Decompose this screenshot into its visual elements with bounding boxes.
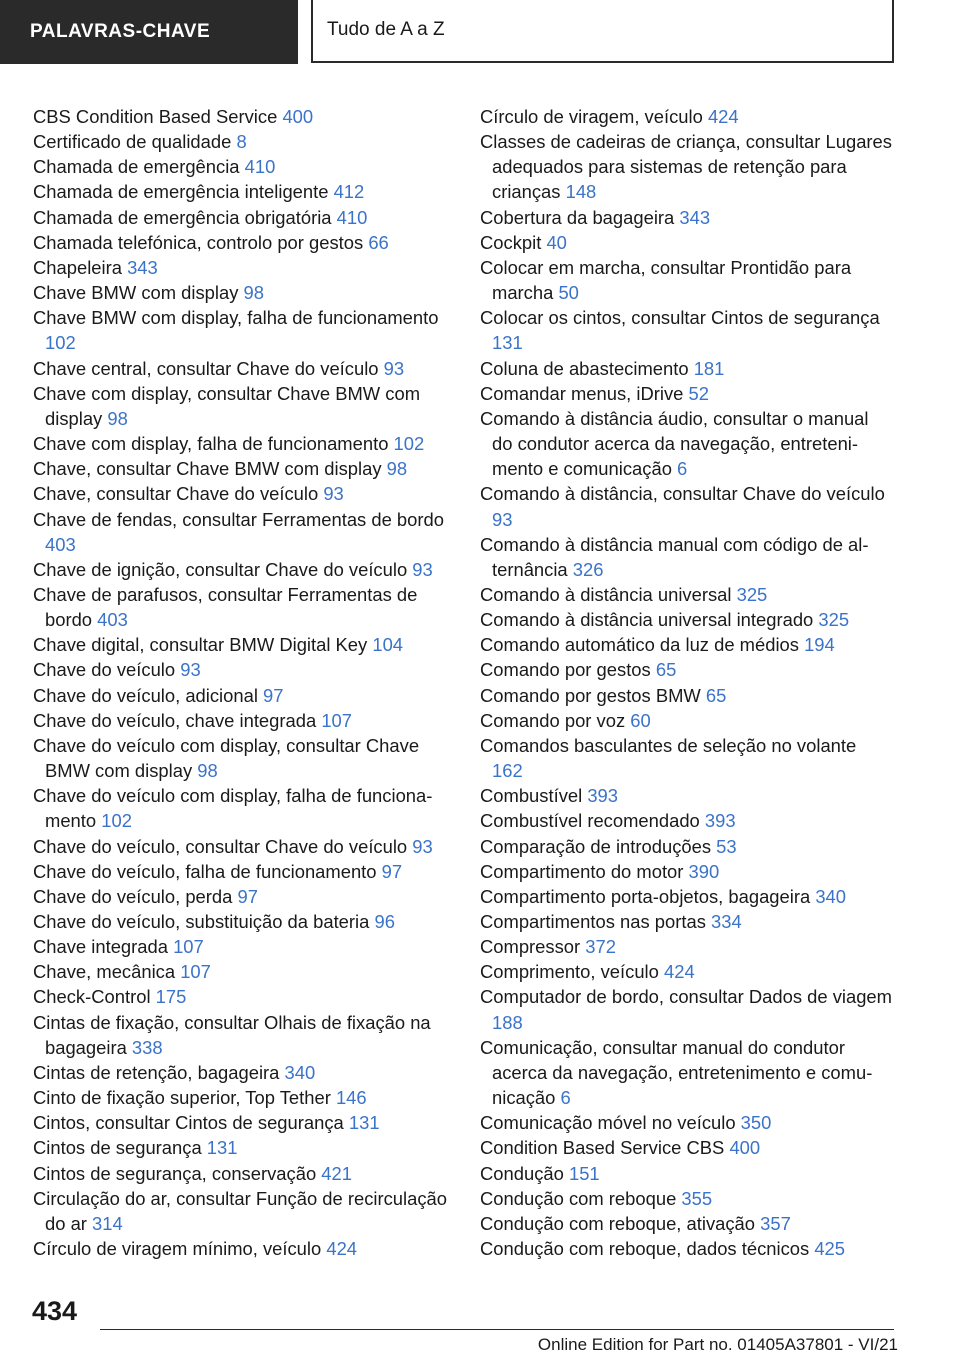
page-reference-link[interactable]: 131	[206, 1137, 238, 1159]
entry-term: Chave do veículo, perda	[33, 885, 238, 907]
page-reference-link[interactable]: 338	[131, 1036, 163, 1058]
page-reference-link[interactable]: 97	[381, 860, 403, 882]
entry-term: Chave de parafusos, consultar Ferramentas de bordo	[33, 583, 418, 631]
entry-term: CBS Condition Based Service	[33, 106, 283, 127]
entry-term: Condução	[480, 1162, 569, 1184]
index-entry	[480, 607, 892, 632]
index-entry	[480, 1135, 892, 1160]
index-entry	[33, 884, 448, 909]
page-reference-link[interactable]: 350	[740, 1112, 772, 1134]
page-reference-link[interactable]: 424	[707, 106, 739, 127]
index-entry	[33, 934, 448, 959]
index-entry	[33, 708, 448, 733]
index-entry	[33, 984, 448, 1009]
index-entry	[33, 733, 448, 783]
entry-term: Comando por gestos BMW	[480, 684, 706, 706]
entry-term: Cobertura da bagageira	[480, 206, 680, 228]
entry-term: Comando à distância universal	[480, 583, 737, 605]
index-entry	[33, 834, 448, 859]
entry-term: Chave digital, consultar BMW Digital Key	[33, 634, 373, 656]
index-entry	[33, 632, 448, 657]
page-reference-link[interactable]: 340	[815, 885, 846, 907]
entry-term: Chave com display, consultar Chave BMW com display	[33, 382, 421, 429]
index-entry	[33, 230, 448, 255]
index-entry	[480, 632, 892, 657]
index-entry	[33, 657, 448, 682]
index-entry	[480, 783, 892, 808]
entry-term: Compartimentos nas portas	[480, 911, 712, 932]
entry-term: Comando à distância manual com código de alternância	[480, 533, 869, 580]
footer-divider	[100, 1329, 894, 1330]
entry-term: Chave do veículo com display, consultar Chave BMW com display	[33, 734, 420, 782]
page-header	[0, 0, 960, 66]
page-reference-link[interactable]: 410	[336, 206, 368, 228]
entry-term: Cintos de segurança	[33, 1137, 207, 1159]
index-entry	[480, 481, 892, 531]
entry-term: Círculo de viragem mínimo, veículo	[33, 1238, 327, 1260]
entry-term: Condução com reboque	[480, 1187, 682, 1209]
page-reference-link[interactable]: 98	[197, 760, 218, 782]
index-entry	[33, 909, 448, 934]
page-reference-link[interactable]: 52	[688, 382, 709, 404]
index-entry	[480, 255, 892, 305]
page-reference-link[interactable]: 314	[92, 1212, 123, 1234]
page-reference-link[interactable]: 393	[587, 785, 619, 807]
page-reference-link[interactable]: 131	[492, 332, 523, 354]
index-entry	[480, 205, 892, 230]
index-entry	[33, 1060, 448, 1085]
index-entry	[33, 154, 448, 179]
page-reference-link[interactable]: 148	[565, 181, 597, 203]
entry-term: Chave do veículo com display, falha de funcionamento	[33, 785, 433, 832]
page-reference-link[interactable]: 403	[45, 533, 76, 555]
entry-term: Chave, consultar Chave BMW com display	[33, 458, 387, 480]
page-reference-link[interactable]: 40	[546, 231, 567, 253]
edition-text: Online Edition for Part no. 01405A37801 - VI/21	[537, 1335, 898, 1354]
entry-term: Comprimento, veículo	[480, 961, 664, 983]
page-reference-link[interactable]: 102	[393, 433, 425, 455]
entry-term: Chave do veículo, consultar Chave do veículo	[33, 835, 413, 857]
page-reference-link[interactable]: 175	[155, 986, 187, 1008]
index-entry	[480, 1186, 892, 1211]
page-reference-link[interactable]: 107	[321, 709, 352, 731]
entry-term: Chave de ignição, consultar Chave do veículo	[33, 558, 413, 580]
entry-term: Cinto de fixação superior, Top Tether	[33, 1087, 336, 1109]
page-reference-link[interactable]: 424	[663, 961, 695, 983]
index-entry	[33, 1186, 448, 1236]
page-reference-link[interactable]: 194	[804, 634, 835, 656]
page-reference-link[interactable]: 372	[585, 936, 616, 958]
index-entry	[33, 356, 448, 381]
page-reference-link[interactable]: 93	[383, 357, 405, 379]
index-entry	[33, 1010, 448, 1060]
entry-term: Chave do veículo, adicional	[33, 684, 264, 706]
page-reference-link[interactable]: 97	[237, 885, 258, 907]
page-reference-link[interactable]: 8	[236, 131, 247, 153]
index-entry	[480, 683, 892, 708]
page-reference-link[interactable]: 93	[412, 835, 433, 857]
index-entry	[480, 1211, 892, 1236]
entry-term: Chamada de emergência obrigatória	[33, 206, 337, 228]
index-entry	[480, 884, 892, 909]
page-reference-link[interactable]: 425	[814, 1238, 845, 1260]
index-column-left	[33, 104, 448, 1261]
page-reference-link[interactable]: 6	[677, 458, 688, 480]
entry-term: Comando por voz	[480, 709, 631, 731]
entry-term: Computador de bordo, consultar Dados de viagem	[480, 986, 892, 1008]
index-entry	[33, 783, 448, 833]
entry-term: Chave do veículo, substituição da bateria	[33, 911, 375, 932]
entry-term: Condução com reboque, ativação	[480, 1212, 761, 1234]
index-entry	[33, 507, 448, 557]
entry-term: Chave, consultar Chave do veículo	[33, 483, 324, 505]
index-entry	[33, 1085, 448, 1110]
index-entry	[33, 557, 448, 582]
index-entry	[480, 909, 892, 934]
index-entry	[33, 582, 448, 632]
entry-term: Comunicação móvel no veículo	[480, 1112, 741, 1134]
entry-term: Chave BMW com display	[33, 282, 244, 304]
page-reference-link[interactable]: 60	[630, 709, 651, 731]
page-reference-link[interactable]: 412	[333, 181, 365, 203]
page-reference-link[interactable]: 400	[729, 1137, 761, 1159]
entry-term: Chave central, consultar Chave do veículo	[33, 357, 384, 379]
page-reference-link[interactable]: 102	[45, 332, 76, 354]
index-entry	[33, 1110, 448, 1135]
index-entry	[480, 657, 892, 682]
page-reference-link[interactable]: 400	[282, 106, 314, 127]
index-entry	[480, 532, 892, 582]
page-reference-link[interactable]: 343	[127, 256, 158, 278]
index-entry	[480, 129, 892, 204]
index-entry	[33, 129, 448, 154]
entry-term: Condução com reboque, dados técnicos	[480, 1238, 815, 1260]
entry-term: Comparação de introduções	[480, 835, 717, 857]
page-reference-link[interactable]: 424	[326, 1238, 358, 1260]
entry-term: Chamada telefónica, controlo por gestos	[33, 231, 369, 253]
index-entry	[33, 683, 448, 708]
entry-term: Chave BMW com display, falha de funcionamento	[33, 307, 439, 329]
index-entry	[33, 280, 448, 305]
section-tab: PALAVRAS-CHAVE	[0, 0, 298, 64]
index-entry	[33, 1135, 448, 1160]
index-entry	[480, 406, 892, 481]
entry-term: Chamada de emergência inteligente	[33, 181, 334, 203]
index-entry	[480, 1035, 892, 1110]
entry-term: Chamada de emergência	[33, 156, 245, 178]
entry-term: Combustível recomendado	[480, 810, 705, 832]
entry-term: Chave com display, falha de funcionamento	[33, 433, 394, 455]
index-column-right	[480, 104, 892, 1261]
entry-term: Cintos, consultar Cintos de segurança	[33, 1112, 349, 1134]
page-reference-link[interactable]: 102	[101, 810, 132, 832]
page-reference-link[interactable]: 181	[693, 357, 725, 379]
index-entry	[480, 733, 892, 783]
index-entry	[33, 1161, 448, 1186]
page-reference-link[interactable]: 390	[688, 860, 720, 882]
entry-term: Comunicação, consultar manual do condutor acerca da navegação, entretenimento e comunicação	[480, 1036, 873, 1109]
page-reference-link[interactable]: 97	[263, 684, 284, 706]
index-entry	[33, 104, 448, 129]
entry-term: Círculo de viragem, veículo	[480, 106, 708, 127]
index-entry	[33, 305, 448, 355]
entry-term: Combustível	[480, 785, 588, 807]
entry-term: Cockpit	[480, 231, 547, 253]
page-reference-link[interactable]: 96	[374, 911, 395, 932]
page-reference-link[interactable]: 188	[492, 1011, 523, 1033]
index-entry	[480, 230, 892, 255]
page-reference-link[interactable]: 340	[284, 1061, 316, 1083]
index-entry	[480, 708, 892, 733]
page-reference-link[interactable]: 98	[107, 407, 128, 429]
index-entry	[480, 808, 892, 833]
entry-term: Chave do veículo	[33, 659, 181, 681]
page-reference-link[interactable]: 53	[716, 835, 737, 857]
page-reference-link[interactable]: 162	[492, 760, 523, 782]
entry-term: Chave integrada	[33, 936, 174, 958]
page-reference-link[interactable]: 66	[368, 231, 389, 253]
entry-term: Colocar em marcha, consultar Prontidão para marcha	[480, 256, 852, 304]
entry-term: Certificado de qualidade	[33, 131, 237, 153]
page-reference-link[interactable]: 334	[711, 911, 742, 932]
index-entry	[480, 104, 892, 129]
index-entry	[480, 582, 892, 607]
entry-term: Chave, mecânica	[33, 961, 181, 983]
index-entry	[480, 959, 892, 984]
page-reference-link[interactable]: 6	[560, 1087, 571, 1109]
page-reference-link[interactable]: 403	[97, 609, 128, 631]
entry-term: Cintas de fixação, consultar Olhais de fixação na bagageira	[33, 1011, 431, 1058]
entry-term: Compartimento porta-objetos, bagageira	[480, 885, 816, 907]
index-entry	[33, 1236, 448, 1261]
entry-term: Comando por gestos	[480, 659, 656, 681]
index-entry	[480, 834, 892, 859]
index-entry	[480, 356, 892, 381]
entry-term: Cintos de segurança, conservação	[33, 1162, 322, 1184]
index-entry	[33, 179, 448, 204]
entry-term: Chave do veículo, chave integrada	[33, 709, 322, 731]
page-reference-link[interactable]: 93	[180, 659, 201, 681]
page-reference-link[interactable]: 104	[372, 634, 404, 656]
entry-term: Circulação do ar, consultar Função de recirculação do ar	[33, 1187, 448, 1234]
page-reference-link[interactable]: 343	[679, 206, 711, 228]
index-entry	[33, 205, 448, 230]
entry-term: Comando automático da luz de médios	[480, 634, 805, 656]
page-reference-link[interactable]: 355	[681, 1187, 713, 1209]
page-reference-link[interactable]: 393	[704, 810, 736, 832]
page-reference-link[interactable]: 107	[180, 961, 211, 983]
page-reference-link[interactable]: 65	[705, 684, 727, 706]
page-reference-link[interactable]: 50	[558, 282, 579, 304]
page-reference-link[interactable]: 98	[243, 282, 265, 304]
entry-term: Comando à distância universal integrado	[480, 609, 819, 631]
index-entry	[480, 859, 892, 884]
index-entry	[480, 1236, 892, 1261]
page-reference-link[interactable]: 93	[492, 508, 513, 530]
index-entry	[33, 381, 448, 431]
entry-term: Compressor	[480, 936, 586, 958]
index-entry	[480, 381, 892, 406]
entry-term: Compartimento do motor	[480, 860, 689, 882]
page-number: 434	[32, 1296, 78, 1326]
entry-term: Chave do veículo, falha de funcionamento	[33, 860, 382, 882]
page-reference-link[interactable]: 151	[568, 1162, 600, 1184]
index-entry	[480, 1161, 892, 1186]
entry-term: Chave de fendas, consultar Ferramentas de bordo	[33, 508, 444, 530]
entry-term: Condition Based Service CBS	[480, 1137, 730, 1159]
index-entry	[33, 481, 448, 506]
entry-term: Cintas de retenção, bagageira	[33, 1061, 285, 1083]
page-reference-link[interactable]: 325	[736, 583, 768, 605]
entry-term: Comandar menus, iDrive	[480, 382, 689, 404]
entry-term: Classes de cadeiras de criança, consultar Lugares adequados para sistemas de retenção para crianças	[480, 131, 892, 203]
entry-term: Check-Control	[33, 986, 156, 1008]
page-reference-link[interactable]: 65	[655, 659, 677, 681]
index-entry	[480, 305, 892, 355]
page-reference-link[interactable]: 131	[348, 1112, 380, 1134]
index-entry	[480, 934, 892, 959]
entry-term: Coluna de abastecimento	[480, 357, 694, 379]
index-entry	[33, 959, 448, 984]
page-reference-link[interactable]: 107	[173, 936, 204, 958]
page-reference-link[interactable]: 146	[335, 1087, 367, 1109]
entry-term: Comandos basculantes de seleção no volante	[480, 734, 857, 756]
page-reference-link[interactable]: 98	[386, 458, 408, 480]
entry-term: Comando à distância, consultar Chave do veículo	[480, 483, 885, 505]
entry-term: Comando à distância áudio, consultar o manual do condutor acerca da navegação, entretenimento e comunicação	[480, 407, 869, 480]
page-reference-link[interactable]: 357	[760, 1212, 791, 1234]
index-entry	[33, 255, 448, 280]
index-entry	[33, 456, 448, 481]
page-reference-link[interactable]: 326	[572, 558, 604, 580]
chapter-title: Tudo de A a Z	[311, 0, 894, 63]
index-entry	[480, 984, 892, 1034]
page-reference-link[interactable]: 93	[323, 483, 344, 505]
page-reference-link[interactable]: 410	[244, 156, 276, 178]
page-reference-link[interactable]: 325	[818, 609, 850, 631]
index-entry	[33, 431, 448, 456]
index-entry	[33, 859, 448, 884]
entry-term: Chapeleira	[33, 256, 128, 278]
page-reference-link[interactable]: 93	[412, 558, 433, 580]
page-reference-link[interactable]: 421	[321, 1162, 352, 1184]
entry-term: Colocar os cintos, consultar Cintos de segurança	[480, 307, 880, 329]
index-entry	[480, 1110, 892, 1135]
